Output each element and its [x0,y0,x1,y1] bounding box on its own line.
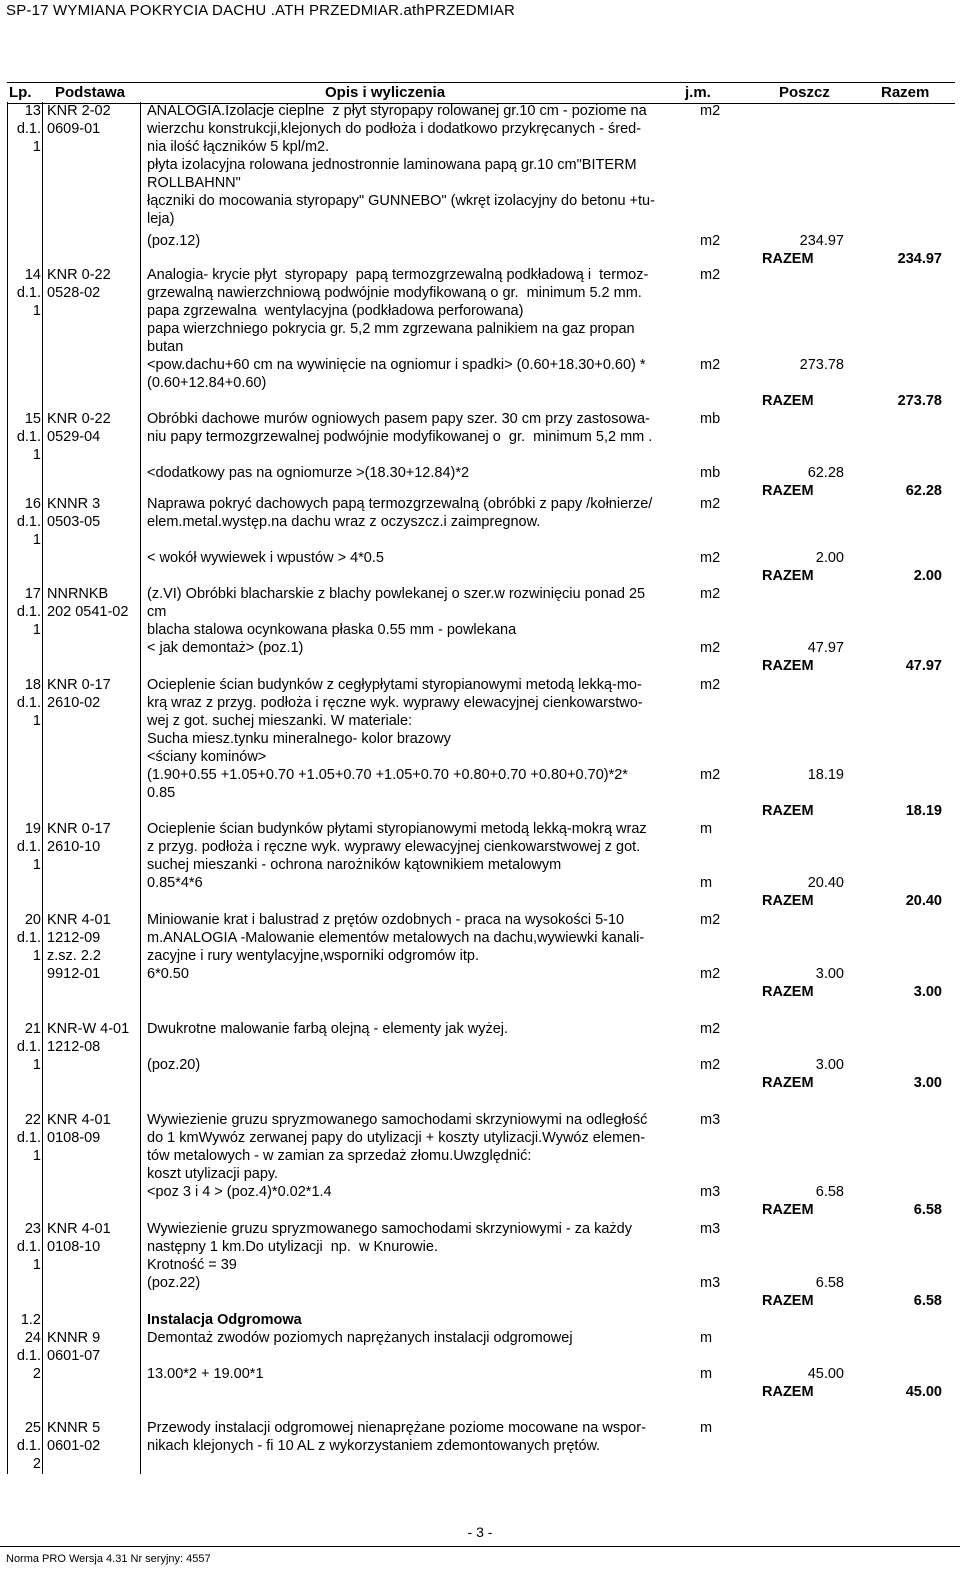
description-line: Dwukrotne malowanie farbą olejną - elementy jak wyżej. [147,1021,509,1037]
description-line: <ściany kominów> [147,749,267,765]
calc-unit: m2 [700,233,721,249]
entry-lp: d.1. [16,1438,41,1454]
entry-unit: m2 [700,267,721,283]
entry-calculation: (poz.20) [147,1057,201,1073]
entry-unit: m3 [700,1221,721,1237]
razem-label: RAZEM [762,658,814,674]
entry-lp: 23 [24,1221,41,1237]
entry-lp: 16 [24,496,41,512]
col-opis: Opis i wyliczenia [325,84,446,101]
entry-quantity: 3.00 [815,1057,844,1073]
entry-lp: 1 [32,303,41,319]
entry-lp: 1 [32,713,41,729]
razem-value: 2.00 [913,568,942,584]
razem-value: 234.97 [897,251,942,267]
description-line: następny 1 km.Do utylizacji np. w Knurowie. [147,1239,438,1255]
entry-podstawa: z.sz. 2.2 [47,948,101,964]
razem-label: RAZEM [762,483,814,499]
description-line: koszt utylizacji papy. [147,1166,279,1182]
entry-calculation: < jak demontaż> (poz.1) [147,640,304,656]
entry-description [147,410,692,446]
entry-quantity: 47.97 [807,640,844,656]
entry-unit: m [700,821,713,837]
razem-value: 3.00 [913,984,942,1000]
description-line: Analogia- krycie płyt styropapy papą termozgrzewalną podkładową i termoz- [147,267,649,283]
entry-calculation: (1.90+0.55 +1.05+0.70 +1.05+0.70 +1.05+0.70 +0.80+0.70 +0.80+0.70)*2* 0.85 [147,767,628,801]
description-line: ANALOGIA.Izolacje cieplne z płyt styropapy rolowanej gr.10 cm - poziome na [147,103,647,119]
entry-lp: d.1. [16,1130,41,1146]
entry-podstawa: KNNR 3 [47,496,101,512]
calc-unit: mb [700,465,721,481]
footer-divider [0,1546,960,1547]
calc-unit: m3 [700,1184,721,1200]
description-line: Wywiezienie gruzu spryzmowanego samochodami skrzyniowymi na odległość [147,1112,648,1128]
calc-unit: m2 [700,1057,721,1073]
entry-podstawa: KNR 4-01 [47,1221,111,1237]
razem-value: 6.58 [913,1293,942,1309]
entry-unit: m2 [700,103,721,119]
entry-podstawa: 1212-09 [47,930,101,946]
entry-lp: 14 [24,267,41,283]
description-line: krą wraz z przyg. podłoża i ręczne wyk. wyprawy elewacyjnej cienkowarstwo- [147,695,643,711]
description-line: Obróbki dachowe murów ogniowych pasem papy szer. 30 cm przy zastosowa- [147,411,650,427]
description-line: papa wierzchniego pokrycia gr. 5,2 mm zgrzewana palnikiem na gaz propan [147,321,635,337]
entry-podstawa: KNR 4-01 [47,1112,111,1128]
description-line: ROLLBAHNN" [147,175,241,191]
entry-lp: d.1. [16,1348,41,1364]
description-line: do 1 kmWywóz zerwanej papy do utylizacji + koszty utylizacji.Wywóz elemen- [147,1130,646,1146]
entry-unit: m2 [700,912,721,928]
razem-value: 273.78 [897,393,942,409]
entry-podstawa: 0529-04 [47,429,101,445]
description-line: butan [147,339,184,355]
entry-podstawa: KNR 0-17 [47,677,111,693]
description-line: m.ANALOGIA -Malowanie elementów metalowych na dachu,wywiewki kanali- [147,930,645,946]
description-line: suchej mieszanki - ochrona narożników kątownikiem metalowym [147,857,562,873]
entry-podstawa: 0601-02 [47,1438,101,1454]
entry-calculation: 6*0.50 [147,966,189,982]
razem-label: RAZEM [762,251,814,267]
razem-label: RAZEM [762,1075,814,1091]
entry-podstawa: 9912-01 [47,966,101,982]
entry-lp: 1 [32,948,41,964]
description-line: elem.metal.występ.na dachu wraz z oczyszcz.i zaimpregnow. [147,514,541,530]
entry-description [147,1419,692,1455]
razem-value: 3.00 [913,1075,942,1091]
razem-value: 20.40 [905,893,942,909]
entry-lp: 2 [32,1366,41,1382]
entry-description [147,1220,692,1274]
col-podstawa: Podstawa [55,84,126,101]
entry-lp: 24 [24,1330,41,1346]
entry-lp: 1 [32,1257,41,1273]
entry-podstawa: 0503-05 [47,514,101,530]
entry-lp: 1 [32,532,41,548]
description-line: Ocieplenie ścian budynków z cegłypłytami styropianowymi metodą lekką-mo- [147,677,642,693]
description-line: blacha stalowa ocynkowana płaska 0.55 mm - powlekana [147,622,517,638]
entry-lp: d.1. [16,285,41,301]
entry-lp: d.1. [16,1039,41,1055]
description-line: grzewalną nawierzchniową podwójnie modyfikowaną o gr. minimum 5.2 mm. [147,285,642,301]
entry-calculation: < wokół wywiewek i wpustów > 4*0.5 [147,550,384,566]
entry-podstawa: KNR 2-02 [47,103,111,119]
entry-description [147,495,692,531]
description-line: tów metalowych - w zamian za sprzedaż złomu.Uwzględnić: [147,1148,532,1164]
entry-podstawa: 0108-09 [47,1130,101,1146]
description-line: łączniki do mocowania styropapy" GUNNEBO" (wkręt izolacyjny do betonu +tu- [147,193,655,209]
entry-lp: d.1. [16,839,41,855]
entry-podstawa: 2610-02 [47,695,101,711]
document-title: SP-17 WYMIANA POKRYCIA DACHU .ATH PRZEDMIAR.athPRZEDMIAR [6,2,516,19]
entry-lp: d.1. [16,1239,41,1255]
entry-quantity: 18.19 [807,767,844,783]
entry-podstawa: NNRNKB [47,586,109,602]
entry-podstawa: KNNR 9 [47,1330,101,1346]
entry-calculation: <poz 3 i 4 > (poz.4)*0.02*1.4 [147,1184,332,1200]
razem-label: RAZEM [762,393,814,409]
entry-quantity: 6.58 [815,1275,844,1291]
description-line: Wywiezienie gruzu spryzmowanego samochodami skrzyniowymi - za każdy [147,1221,632,1237]
entry-lp: 1 [32,622,41,638]
entry-quantity: 2.00 [815,550,844,566]
entry-unit: m2 [700,677,721,693]
table-divider-podstawa [140,102,141,1474]
razem-label: RAZEM [762,568,814,584]
table-divider-lp [42,102,43,1474]
description-line: z przyg. podłoża i ręczne wyk. wyprawy elewacyjnej cienkowarstwowej z got. [147,839,641,855]
footer-note: Norma PRO Wersja 4.31 Nr seryjny: 4557 [6,1553,211,1565]
entry-lp: 13 [24,103,41,119]
entry-quantity: 234.97 [799,233,844,249]
description-line: Ocieplenie ścian budynków płytami styropianowymi metodą lekką-mokrą wraz [147,821,647,837]
entry-lp: d.1. [16,429,41,445]
entry-lp: d.1. [16,930,41,946]
entry-unit: m2 [700,1021,721,1037]
description-line: papa zgrzewalna wentylacyjna (podkładowa perforowana) [147,303,524,319]
entry-podstawa: KNNR 5 [47,1420,101,1436]
entry-podstawa: KNR-W 4-01 [47,1021,130,1037]
calc-unit: m2 [700,767,721,783]
entry-description [147,266,692,356]
entry-description [147,585,692,639]
page-number: - 3 - [467,1524,493,1540]
razem-value: 62.28 [905,483,942,499]
description-line: cm [147,604,167,620]
entry-lp: 1.2 [20,1312,41,1328]
description-line: (z.VI) Obróbki blacharskie z blachy powlekanej o szer.w rozwinięciu ponad 25 [147,586,646,602]
entry-lp: 20 [24,912,41,928]
entry-lp: d.1. [16,121,41,137]
entry-lp: 17 [24,586,41,602]
entry-calculation: <pow.dachu+60 cm na wywinięcie na ogniomur i spadki> (0.60+18.30+0.60) * (0.60+12.84+0.60) [147,357,646,391]
calc-unit: m3 [700,1275,721,1291]
entry-quantity: 20.40 [807,875,844,891]
section-title: Instalacja Odgromowa [147,1312,302,1328]
table-header [7,82,955,104]
entry-podstawa: KNR 4-01 [47,912,111,928]
entry-calculation: 13.00*2 + 19.00*1 [147,1366,264,1382]
entry-description [147,1111,692,1183]
entry-quantity: 3.00 [815,966,844,982]
description-line: wej z got. suchej mieszanki. W materiale: [147,713,413,729]
entry-description [147,676,692,766]
razem-value: 18.19 [905,803,942,819]
razem-label: RAZEM [762,1202,814,1218]
entry-description [147,1329,692,1347]
entry-calculation: 0.85*4*6 [147,875,203,891]
entry-podstawa: 0108-10 [47,1239,101,1255]
razem-label: RAZEM [762,893,814,909]
col-lp: Lp. [9,84,32,101]
description-line: Krotność = 39 [147,1257,237,1273]
razem-label: RAZEM [762,1384,814,1400]
entry-description [147,820,692,874]
entry-quantity: 45.00 [807,1366,844,1382]
description-line: Sucha miesz.tynku mineralnego- kolor brazowy [147,731,451,747]
razem-value: 45.00 [905,1384,942,1400]
entry-lp: 1 [32,1057,41,1073]
description-line: zacyjne i rury wentylacyjne,wsporniki odgromów itp. [147,948,480,964]
entry-description [147,102,692,228]
entry-lp: 1 [32,139,41,155]
col-poszcz: Poszcz [779,84,830,101]
entry-lp: d.1. [16,604,41,620]
entry-podstawa: KNR 0-22 [47,411,111,427]
razem-label: RAZEM [762,984,814,1000]
entry-lp: 19 [24,821,41,837]
entry-podstawa: 2610-10 [47,839,101,855]
entry-calculation: <dodatkowy pas na ogniomurze >(18.30+12.84)*2 [147,465,470,481]
entry-unit: m2 [700,586,721,602]
entry-lp: 22 [24,1112,41,1128]
entry-calculation: (poz.22) [147,1275,201,1291]
razem-value: 6.58 [913,1202,942,1218]
calc-unit: m2 [700,550,721,566]
entry-description [147,1020,692,1038]
entry-lp: d.1. [16,695,41,711]
entry-quantity: 6.58 [815,1184,844,1200]
entry-lp: 1 [32,1148,41,1164]
entry-calculation: (poz.12) [147,233,201,249]
col-razem: Razem [881,84,930,101]
entry-unit: m [700,1330,713,1346]
entry-quantity: 62.28 [807,465,844,481]
razem-label: RAZEM [762,803,814,819]
entry-unit: m3 [700,1112,721,1128]
description-line: Naprawa pokryć dachowych papą termozgrzewalną (obróbki z papy /kołnierze/ [147,496,653,512]
entry-lp: 21 [24,1021,41,1037]
calc-unit: m2 [700,966,721,982]
calc-unit: m [700,1366,713,1382]
entry-unit: m [700,1420,713,1436]
entry-podstawa: 202 0541-02 [47,604,129,620]
entry-podstawa: 0609-01 [47,121,101,137]
entry-lp: 25 [24,1420,41,1436]
entry-podstawa: KNR 0-17 [47,821,111,837]
entry-lp: 2 [32,1456,41,1472]
calc-unit: m2 [700,640,721,656]
entry-lp: 1 [32,447,41,463]
entry-description [147,911,692,965]
entry-lp: 15 [24,411,41,427]
entry-podstawa: 1212-08 [47,1039,101,1055]
entry-lp: d.1. [16,514,41,530]
entry-podstawa: 0601-07 [47,1348,101,1364]
calc-unit: m2 [700,357,721,373]
col-jm: j.m. [685,84,711,101]
description-line: Przewody instalacji odgromowej nienaprężane poziome mocowane na wspor- [147,1420,646,1436]
description-line: niu papy termozgrzewalnej podwójnie modyfikowanej o gr. minimum 5,2 mm . [147,429,653,445]
description-line: wierzchu konstrukcji,klejonych do podłoża i dodatkowo przykręcanych - śred- [147,121,642,137]
description-line: nia ilość łączników 5 kpl/m2. [147,139,330,155]
entry-unit: m2 [700,496,721,512]
entry-lp: 18 [24,677,41,693]
description-line: Miniowanie krat i balustrad z prętów ozdobnych - praca na wysokości 5-10 [147,912,625,928]
entry-quantity: 273.78 [799,357,844,373]
entry-podstawa: 0528-02 [47,285,101,301]
entry-lp: 1 [32,857,41,873]
description-line: płyta izolacyjna rolowana jednostronnie laminowana papą gr.10 cm"BITERM [147,157,637,173]
entry-unit: mb [700,411,721,427]
description-line: leja) [147,211,175,227]
calc-unit: m [700,875,713,891]
description-line: nikach klejonych - fi 10 AL z wykorzystaniem zdemontowanych prętów. [147,1438,601,1454]
razem-label: RAZEM [762,1293,814,1309]
description-line: Demontaż zwodów poziomych naprężanych instalacji odgromowej [147,1330,573,1346]
razem-value: 47.97 [905,658,942,674]
entry-podstawa: KNR 0-22 [47,267,111,283]
